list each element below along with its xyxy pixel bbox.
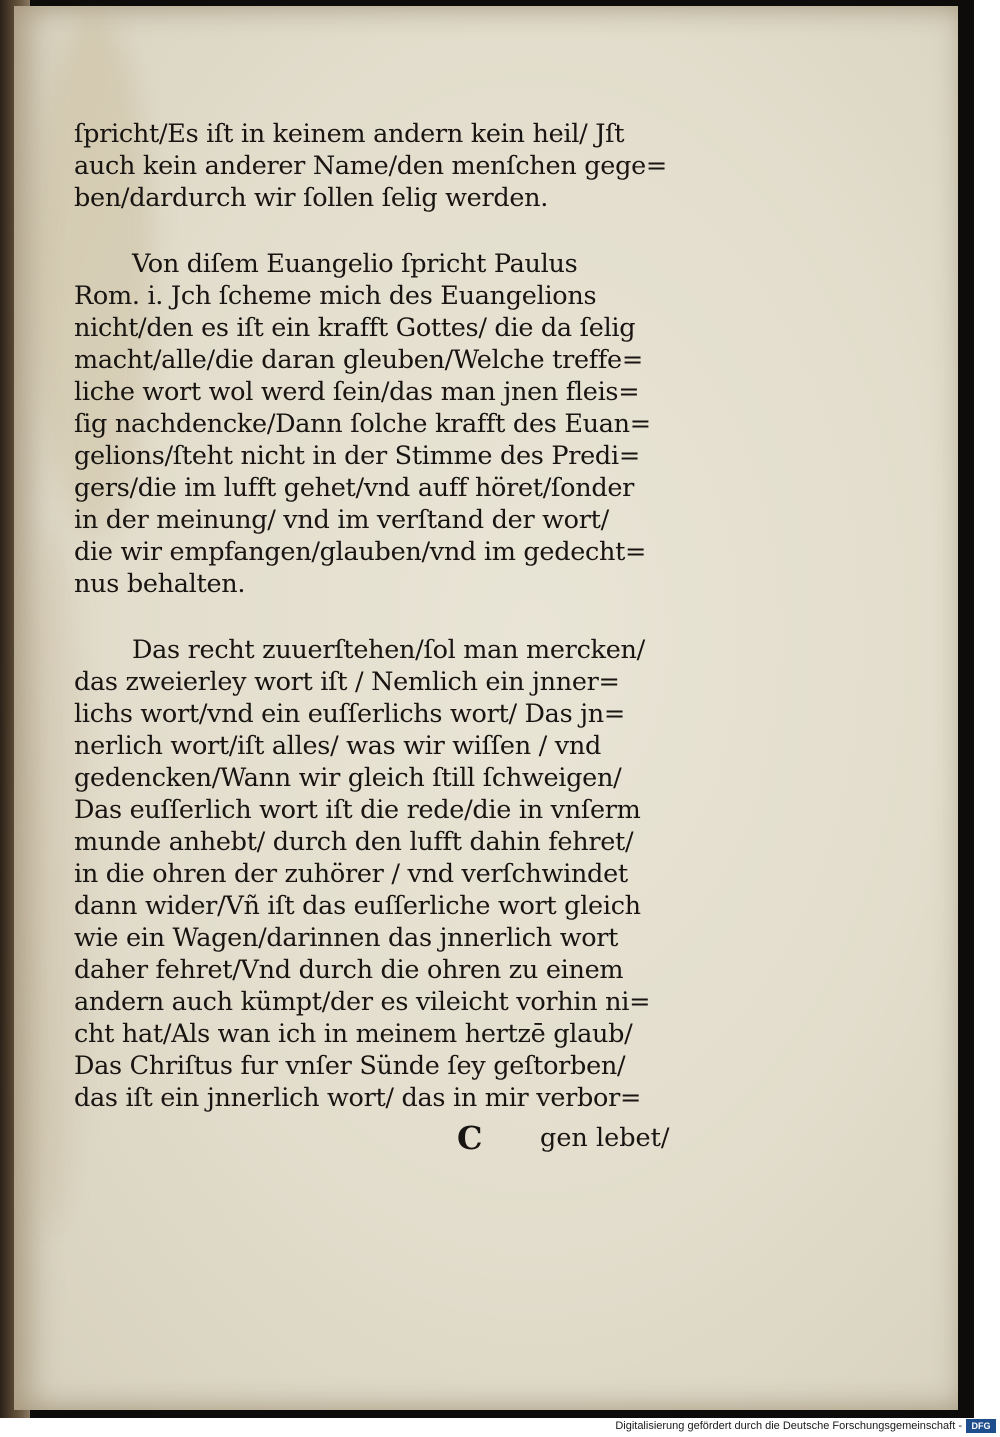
text-line: cht hat/Als wan ich in meinem hertzē glaub/ — [74, 1019, 633, 1049]
text-line: wie ein Wagen/darinnen das jnnerlich wort — [74, 923, 619, 953]
text-line: in die ohren der zuhörer / vnd verſchwindet — [74, 859, 628, 889]
text-line: Rom. i. Jch ſcheme mich des Euangelions — [74, 281, 597, 311]
page-footer-row — [74, 1120, 674, 1156]
text-line: das iſt ein jnnerlich wort/ das in mir verbor= — [74, 1083, 642, 1113]
text-line: lichs wort/vnd ein euſſerlichs wort/ Das jn= — [74, 699, 625, 729]
text-line: gers/die im lufft gehet/vnd auff höret/ſonder — [74, 473, 635, 503]
dfg-logo-icon: DFG — [966, 1419, 996, 1433]
page-text-block — [74, 118, 674, 1114]
catchword: gen lebet/ — [540, 1123, 670, 1153]
text-line: dann wider/Vñ iſt das euſſerliche wort gleich — [74, 891, 641, 921]
text-line: andern auch kümpt/der es vileicht vorhin ni= — [74, 987, 651, 1017]
paragraph — [74, 634, 674, 1114]
paragraph — [74, 118, 674, 214]
text-line: nerlich wort/iſt alles/ was wir wiſſen / vnd — [74, 731, 601, 761]
text-line: in der meinung/ vnd im verſtand der wort/ — [74, 505, 609, 535]
text-line: Das Chriſtus fur vnſer Sünde ſey geſtorben/ — [74, 1051, 626, 1081]
text-line: Das euſſerlich wort iſt die rede/die in vnſerm — [74, 795, 641, 825]
text-line: munde anhebt/ durch den lufft dahin fehret/ — [74, 827, 634, 857]
text-line: nus behalten. — [74, 569, 246, 599]
text-line: ben/dardurch wir ſollen ſelig werden. — [74, 183, 549, 213]
text-line: Das recht zuuerſtehen/ſol man mercken/ — [132, 635, 645, 665]
credit-bar — [0, 1418, 1000, 1437]
text-line: die wir empfangen/glauben/vnd im gedecht= — [74, 537, 647, 567]
paragraph-gap — [74, 600, 674, 634]
signature-mark: C — [457, 1119, 483, 1157]
paragraph-gap — [74, 214, 674, 248]
paragraph — [74, 248, 674, 600]
text-line: das zweierley wort iſt / Nemlich ein jnner= — [74, 667, 620, 697]
text-line: gedencken/Wann wir gleich ſtill ſchweigen/ — [74, 763, 622, 793]
text-line: auch kein anderer Name/den menſchen gege= — [74, 151, 667, 181]
text-line: macht/alle/die daran gleuben/Welche treffe= — [74, 345, 643, 375]
text-line: daher fehret/Vnd durch die ohren zu einem — [74, 955, 624, 985]
text-line: Von diſem Euangelio ſpricht Paulus — [132, 249, 578, 279]
text-line: ſpricht/Es iſt in keinem andern kein heil/ Jſt — [74, 119, 625, 149]
text-line: nicht/den es iſt ein krafft Gottes/ die da ſelig — [74, 313, 636, 343]
text-line: gelions/ſteht nicht in der Stimme des Predi= — [74, 441, 640, 471]
credit-text: Digitalisierung gefördert durch die Deutsche Forschungsgemeinschaft - — [615, 1420, 962, 1432]
text-line: ſig nachdencke/Dann ſolche krafft des Euan= — [74, 409, 651, 439]
text-line: liche wort wol werd ſein/das man jnen fleis= — [74, 377, 640, 407]
